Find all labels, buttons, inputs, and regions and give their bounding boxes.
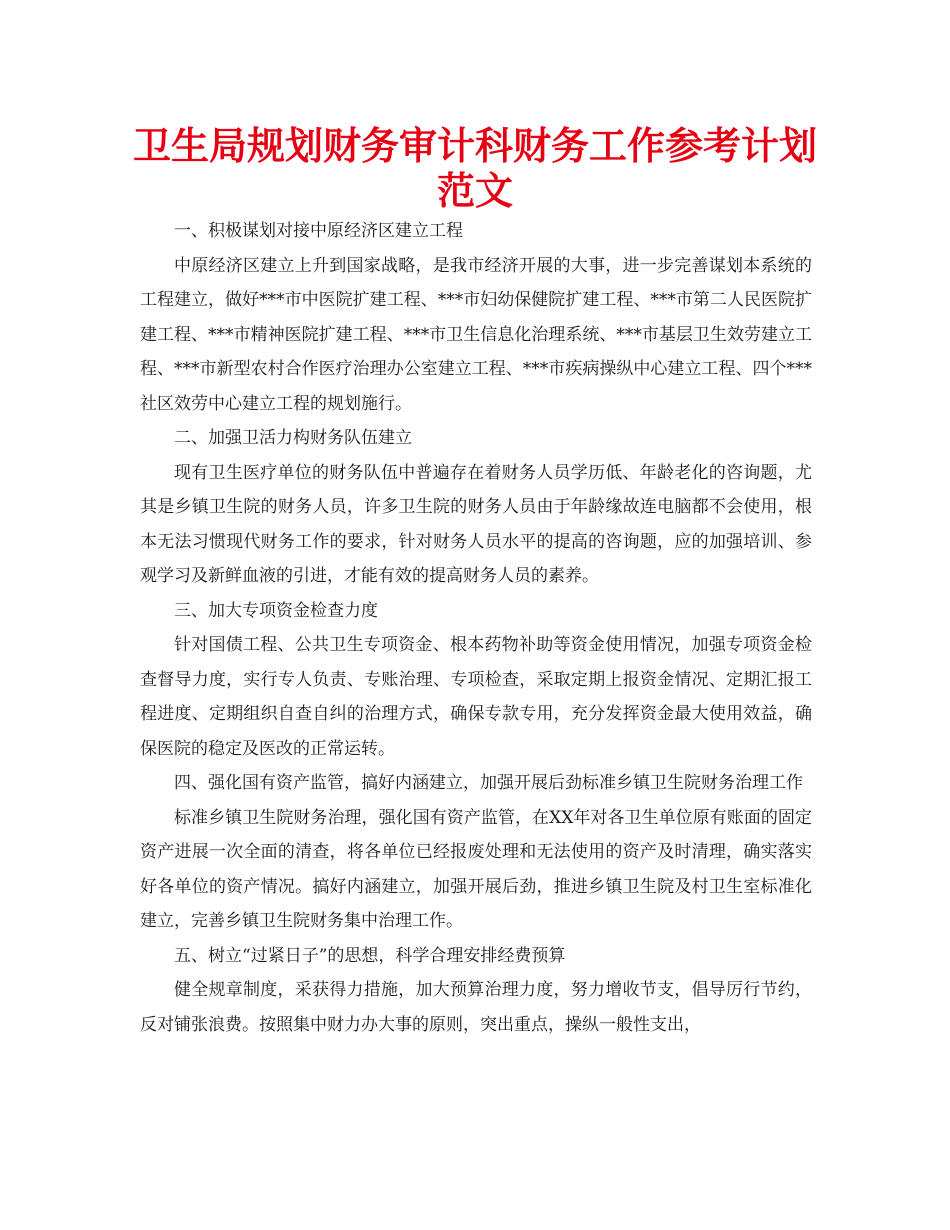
section-heading-2: 二、加强卫活力构财务队伍建立 (174, 428, 412, 448)
document-body (140, 214, 812, 1042)
body-paragraph-4: 标准乡镇卫生院财务治理，强化国有资产监管，在XX年对各卫生单位原有账面的固定资产进展一次全面的清查，将各单位已经报废处理和无法使用的资产及时清理，确实落实好各单位的资产情况。搞好内涵建立，加强开展后劲，推进乡镇卫生院及村卫生室标准化建立，完善乡镇卫生院财务集中治理工作。 (140, 807, 812, 931)
body-paragraph-2: 现有卫生医疗单位的财务队伍中普遍存在着财务人员学历低、年龄老化的咨询题，尤其是乡镇卫生院的财务人员，许多卫生院的财务人员由于年龄缘故连电脑都不会使用，根本无法习惯现代财务工作的要求，针对财务人员水平的提高的咨询题，应的加强培训、参观学习及新鲜血液的引进，才能有效的提高财务人员的素养。 (140, 462, 812, 586)
document-title: 卫生局规划财务审计科财务工作参考计划 (132, 124, 817, 168)
section-heading-1: 一、积极谋划对接中原经济区建立工程 (174, 221, 463, 241)
body-paragraph-3: 针对国债工程、公共卫生专项资金、根本药物补助等资金使用情况，加强专项资金检查督导力度，实行专人负责、专账治理、专项检查，采取定期上报资金情况、定期汇报工程进度、定期组织自查自纠的治理方式，确保专款专用，充分发挥资金最大使用效益，确保医院的稳定及医改的正常运转。 (140, 635, 812, 759)
section-heading-5: 五、树立“过紧日子”的思想，科学合理安排经费预算 (174, 945, 566, 966)
document-title-continued: 范文 (436, 169, 513, 213)
body-paragraph-1: 中原经济区建立上升到国家战略，是我市经济开展的大事，进一步完善谋划本系统的工程建立，做好***市中医院扩建工程、***市妇幼保健院扩建工程、***市第二人民医院扩建工程、***市精神医院扩建工程、***市卫生信息化治理系统、***市基层卫生效劳建立工程、***市新型农村合作医疗治理办公室建立工程、***市疾病操纵中心建立工程、四个***社区效劳中心建立工程的规划施行。 (140, 255, 812, 414)
section-heading-3: 三、加大专项资金检查力度 (174, 600, 378, 621)
body-paragraph-5: 健全规章制度，采获得力措施，加大预算治理力度，努力增收节支，倡导厉行节约，反对铺张浪费。按照集中财力办大事的原则，突出重点，操纵一般性支出， (140, 980, 812, 1035)
section-heading-4: 四、强化国有资产监管，搞好内涵建立，加强开展后劲标准乡镇卫生院财务治理工作 (174, 773, 803, 793)
